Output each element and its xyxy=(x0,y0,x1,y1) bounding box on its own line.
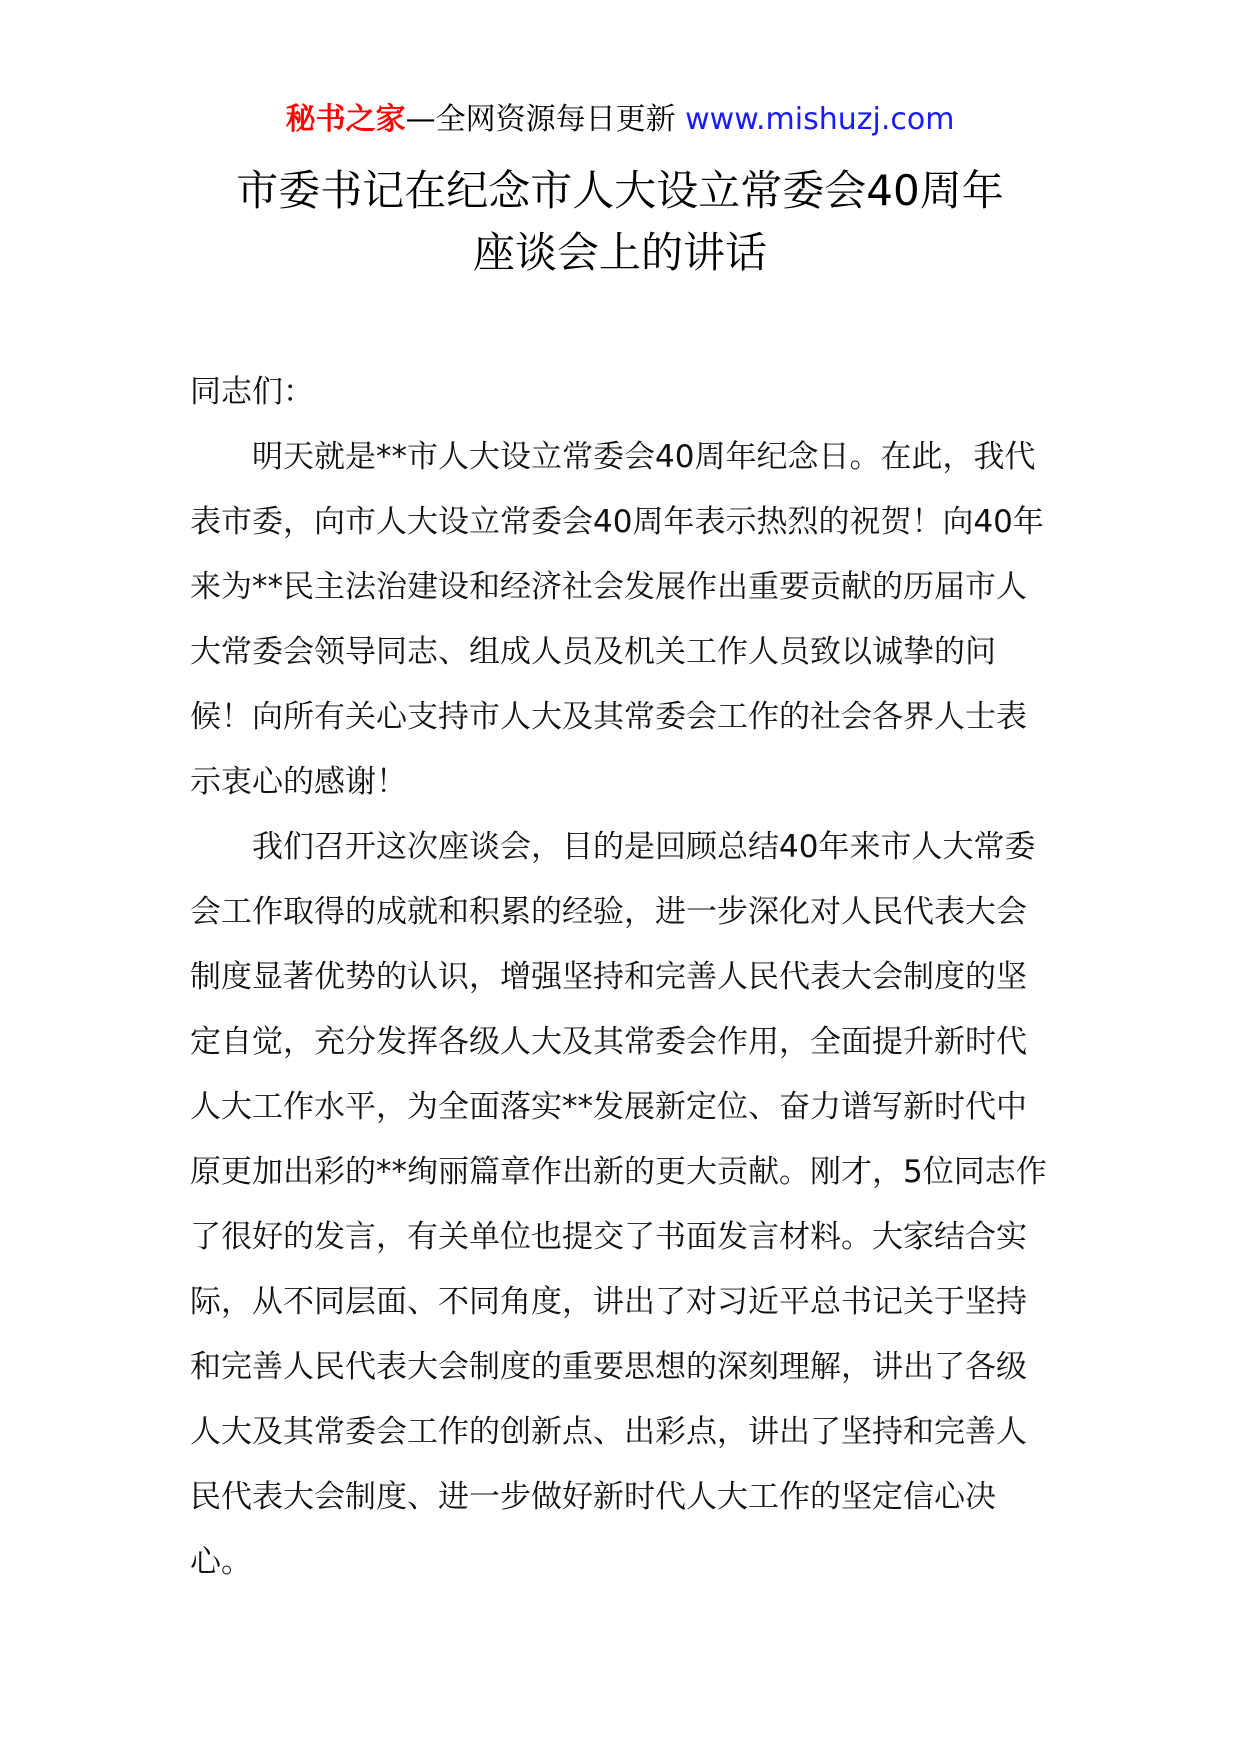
document-title xyxy=(150,160,1090,284)
document-body xyxy=(190,360,1050,1595)
salutation: 同志们： xyxy=(190,374,314,410)
document-title-line-2: 座谈会上的讲话 xyxy=(472,228,767,277)
paragraph-1: 明天就是**市人大设立常委会40周年纪念日。在此，我代表市委，向市人大设立常委会40周年表示热烈的祝贺！向40年来为**民主法治建设和经济社会发展作出重要贡献的历届市人大常委会领导同志、组成人员及机关工作人员致以诚挚的问候！向所有关心支持市人大及其常委会工作的社会各界人士表示衷心的感谢！ xyxy=(190,439,1044,800)
site-header xyxy=(0,100,1240,140)
site-brand: 秘书之家 xyxy=(285,102,406,137)
paragraph-2: 我们召开这次座谈会，目的是回顾总结40年来市人大常委会工作取得的成就和积累的经验，进一步深化对人民代表大会制度显著优势的认识，增强坚持和完善人民代表大会制度的坚定自觉，充分发挥各级人大及其常委会作用，全面提升新时代人大工作水平，为全面落实**发展新定位、奋力谱写新时代中原更加出彩的**绚丽篇章作出新的更大贡献。刚才，5位同志作了很好的发言，有关单位也提交了书面发言材料。大家结合实际，从不同层面、不同角度，讲出了对习近平总书记关于坚持和完善人民代表大会制度的重要思想的深刻理解，讲出了各级人大及其常委会工作的创新点、出彩点，讲出了坚持和完善人民代表大会制度、进一步做好新时代人大工作的坚定信心决心。 xyxy=(190,829,1047,1580)
site-slogan: —全网资源每日更新 xyxy=(405,102,676,137)
site-url-link[interactable]: www.mishuzj.com xyxy=(685,102,955,137)
document-title-line-1: 市委书记在纪念市人大设立常委会40周年 xyxy=(236,166,1004,215)
